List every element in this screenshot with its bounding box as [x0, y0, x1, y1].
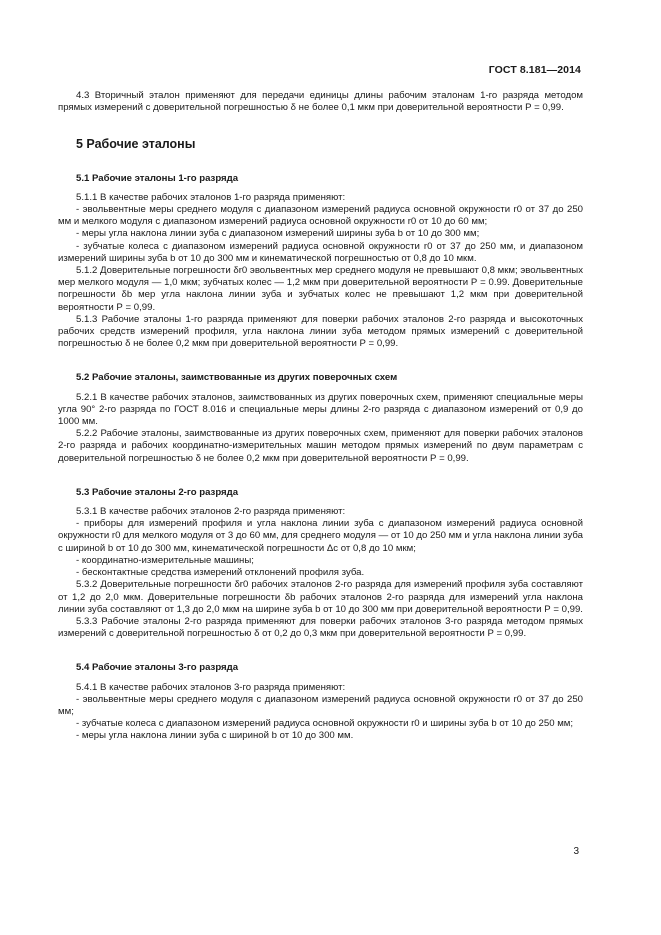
bullet-5-3-1-c: - бесконтактные средства измерений отклонений профиля зуба.: [76, 567, 365, 579]
paragraph-5-3-3: 5.3.3 Рабочие эталоны 2-го разряда применяют для поверки рабочих эталонов 3-го разряда методом прямых измерений с доверительной погрешностью δ от 0,2 до 0,3 мкм при доверительной вероятности Р = 0,99.: [58, 615, 583, 640]
page-number: 3: [573, 846, 579, 857]
section-5-title: 5 Рабочие эталоны: [76, 137, 196, 152]
bullet-5-1-1-c: - зубчатые колеса с диапазоном измерений радиуса основной окружности r0 от 37 до 250 мм, и диапазоном измерений ширины зуба b от 10 до 300 мм и кинематической погрешностью от 0,8 до 10 мкм.: [58, 240, 583, 264]
bullet-5-3-1-b: - координатно-измерительные машины;: [76, 554, 254, 566]
bullet-5-3-1-a: - приборы для измерений профиля и угла наклона линии зуба с диапазоном измерений радиуса основной окружности r0 для мелкого модуля от 3 до 60 мм, для среднего модуля — от 10 до 250 мм и угла наклона линии зуба с шириной b от 10 до 300 мм, кинематической погрешности Δc от 0,8 до 10 мкм;: [58, 518, 583, 554]
bullet-5-4-1-b: - зубчатые колеса с диапазоном измерений радиуса основной окружности r0 и ширины зуба b от 10 до 250 мм;: [76, 718, 574, 730]
paragraph-5-2-1: 5.2.1 В качестве рабочих эталонов, заимствованных из других поверочных схем, применяют специальные меры угла 90° 2-го разряда по ГОСТ 8.016 и специальные меры длины 2-го разряда с диапазоном измерений от 0,9 до 1000 мм.: [58, 391, 583, 428]
paragraph-5-3-2: 5.3.2 Доверительные погрешности δr0 рабочих эталонов 2-го разряда для измерений профиля зуба составляют от 1,2 до 2,0 мкм. Доверительные погрешности δb рабочих эталонов 2-го разряда для измерений угла наклона линии зуба составляют от 1,3 до 2,0 мкм на ширине зуба b от 10 до 300 мм при доверительной вероятности Р = 0,99.: [58, 579, 583, 615]
paragraph-5-4-1: 5.4.1 В качестве рабочих эталонов 3-го разряда применяют:: [76, 681, 346, 693]
document-body: [58, 90, 583, 743]
paragraph-5-1-3: 5.1.3 Рабочие эталоны 1-го разряда применяют для поверки рабочих эталонов 2-го разряда и высокоточных рабочих средств измерений профиля, угла наклона линии зуба методом прямых измерений с доверительной погрешностью δ не более 0,2 мкм при доверительной вероятности Р = 0,99.: [58, 313, 583, 350]
paragraph-5-1-2: 5.1.2 Доверительные погрешности δr0 эвольвентных мер среднего модуля не превышают 0,8 мкм; эвольвентных мер мелкого модуля — 1,0 мкм; зубчатых колес — 1,2 мкм при доверительной вероятности Р = 0.99. Доверительные погрешности δb мер угла наклона линии зуба и зубчатых колес не превышают 1,2 мкм при доверительной вероятности Р = 0,99.: [58, 265, 583, 313]
paragraph-5-1-1: 5.1.1 В качестве рабочих эталонов 1-го разряда применяют:: [76, 191, 346, 203]
document-header: ГОСТ 8.181—2014: [488, 64, 581, 76]
section-5-3-title: 5.3 Рабочие эталоны 2-го разряда: [76, 486, 239, 498]
paragraph-4-3: 4.3 Вторичный эталон применяют для передачи единицы длины рабочим эталонам 1-го разряда методом прямых измерений с доверительной погрешностью δ не более 0,1 мкм при доверительной вероятности Р = 0,99.: [58, 90, 583, 114]
section-5-4-title: 5.4 Рабочие эталоны 3-го разряда: [76, 662, 239, 674]
paragraph-5-3-1: 5.3.1 В качестве рабочих эталонов 2-го разряда применяют:: [76, 506, 346, 518]
bullet-5-4-1-c: - меры угла наклона линии зуба с шириной b от 10 до 300 мм.: [76, 730, 354, 742]
bullet-5-4-1-a: - эвольвентные меры среднего модуля с диапазоном измерений радиуса основной окружности r0 от 37 до 250 мм;: [58, 693, 583, 717]
section-5-1-title: 5.1 Рабочие эталоны 1-го разряда: [76, 172, 239, 184]
section-5-2-title: 5.2 Рабочие эталоны, заимствованные из других поверочных схем: [76, 372, 398, 384]
paragraph-5-2-2: 5.2.2 Рабочие эталоны, заимствованные из других поверочных схем, применяют для поверки рабочих эталонов 2-го разряда и рабочих координатно-измерительных машин методом прямых измерений по двум параметрам с доверительной погрешностью δ не более 0,2 мкм при доверительной вероятности Р = 0,99.: [58, 428, 583, 464]
bullet-5-1-1-a: - эвольвентные меры среднего модуля с диапазоном измерений радиуса основной окружности r0 от 37 до 250 мм и мелкого модуля с диапазоном измерений радиуса основной окружности r0 от 10 до 60 мм;: [58, 204, 583, 228]
bullet-5-1-1-b: - меры угла наклона линии зуба с диапазоном измерений ширины зуба b от 10 до 300 мм;: [76, 228, 480, 240]
